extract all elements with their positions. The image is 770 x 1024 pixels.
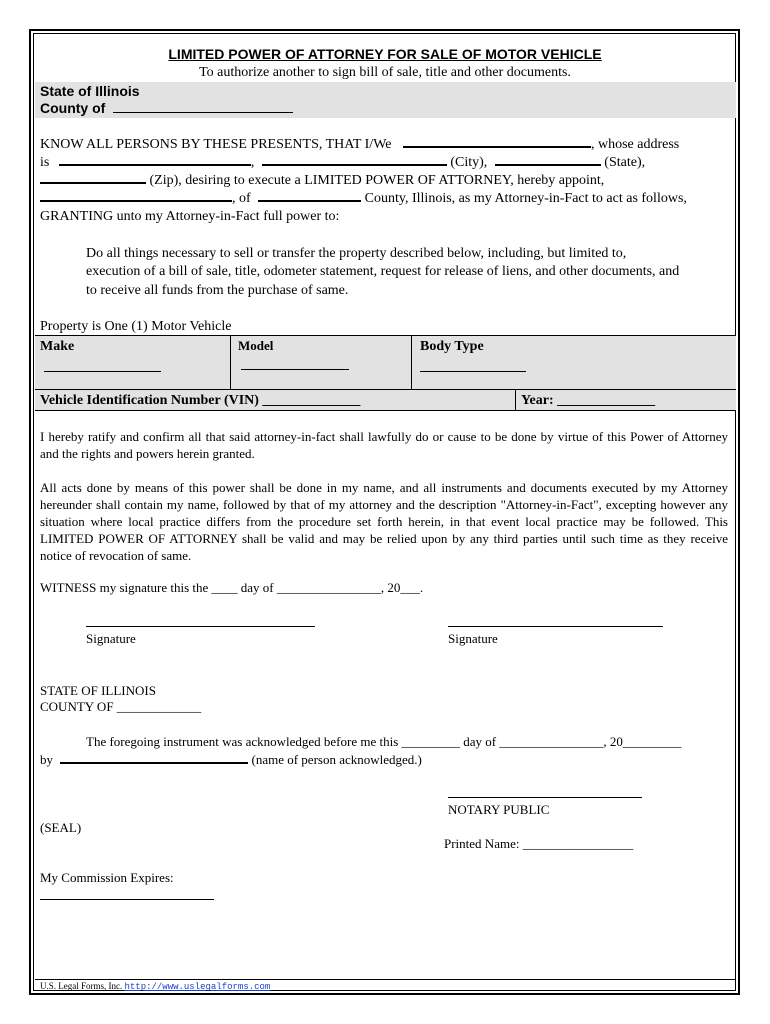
footer-link[interactable]: http://www.uslegalforms.com <box>124 982 271 992</box>
powers-line-3: to receive all funds from the purchase of same. <box>86 283 349 298</box>
intro-text: County, Illinois, as my Attorney-in-Fact to act as follows, <box>364 191 687 206</box>
intro-text: is <box>40 155 50 170</box>
seal-label: (SEAL) <box>40 820 82 835</box>
intro-text: (Zip), desiring to execute a LIMITED POWER OF ATTORNEY, hereby appoint, <box>149 173 605 188</box>
notary-signature-line[interactable] <box>448 797 642 798</box>
property-label: Property is One (1) Motor Vehicle <box>40 319 232 334</box>
powers-line-1: Do all things necessary to sell or transfer the property described below, including, but limited to, <box>86 246 627 261</box>
ratify-paragraph: I hereby ratify and confirm all that said attorney-in-fact shall lawfully do or cause to be done by virtue of this Power of Attorney and the rights and powers herein granted. <box>40 429 728 461</box>
notary-county: COUNTY OF _____________ <box>40 699 202 714</box>
footer-rule <box>35 979 736 980</box>
signature-label-1: Signature <box>86 631 136 646</box>
intro-line-1 <box>40 137 679 153</box>
table-rule <box>515 390 516 410</box>
intro-text: , <box>250 155 255 170</box>
signature-label-2: Signature <box>448 631 498 646</box>
intro-line-5: GRANTING unto my Attorney-in-Fact full power to: <box>40 209 340 224</box>
powers-line-2: execution of a bill of sale, title, odometer statement, request for release of liens, and other documents, and <box>86 264 680 279</box>
make-blank[interactable] <box>44 371 161 372</box>
attorney-name-blank[interactable] <box>40 199 232 202</box>
ack-by-label: by <box>40 752 53 767</box>
commission-blank[interactable] <box>40 899 214 900</box>
intro-line-2 <box>40 155 645 171</box>
state-blank[interactable] <box>495 163 601 166</box>
county-blank[interactable] <box>113 111 293 113</box>
year-label: Year: ______________ <box>521 393 656 408</box>
intro-text: (City), <box>450 155 488 170</box>
principal-name-blank[interactable] <box>403 145 591 148</box>
intro-line-3 <box>40 173 604 189</box>
model-blank[interactable] <box>241 369 349 370</box>
acknowledged-by-line <box>40 752 422 768</box>
vin-label: Vehicle Identification Number (VIN) ______________ <box>40 393 361 408</box>
printed-name-label: Printed Name: _________________ <box>444 836 634 851</box>
vehicle-box <box>35 336 736 389</box>
notary-state: STATE OF ILLINOIS <box>40 683 156 698</box>
intro-line-4 <box>40 191 687 207</box>
acknowledgment-line: The foregoing instrument was acknowledged before me this _________ day of ________________, 20_________ <box>86 734 682 749</box>
footer <box>40 981 270 992</box>
intro-text: , of <box>232 191 251 206</box>
signature-line-2[interactable] <box>448 626 663 627</box>
document-title: LIMITED POWER OF ATTORNEY FOR SALE OF MOTOR VEHICLE <box>168 46 602 62</box>
body-type-blank[interactable] <box>420 371 526 372</box>
table-rule <box>35 410 736 411</box>
zip-blank[interactable] <box>40 181 146 184</box>
footer-company: U.S. Legal Forms, Inc. <box>40 981 123 991</box>
state-label: State of Illinois <box>40 83 140 99</box>
city-blank[interactable] <box>262 163 447 166</box>
signature-line-1[interactable] <box>86 626 315 627</box>
county-label: County of <box>40 100 106 116</box>
model-label: Model <box>238 338 274 353</box>
acts-paragraph: All acts done by means of this power shall be done in my name, and all instruments and documents executed by my Attorney hereunder shall contain my name, followed by that of my attorney and the description "Attorney-in-Fact", excepting however any situation where local practice differs from the procedure set forth herein, in that event local practice may be followed. This LIMITED POWER OF ATTORNEY shall be valid and may be relied upon by any third parties until such time as they receive notice of revocation of same. <box>40 480 728 563</box>
table-rule <box>35 335 736 336</box>
notary-public-label: NOTARY PUBLIC <box>448 802 550 817</box>
acknowledged-name-blank[interactable] <box>60 761 248 764</box>
table-rule <box>411 336 412 389</box>
intro-text: (State), <box>604 155 646 170</box>
table-rule <box>230 336 231 389</box>
body-type-label: Body Type <box>420 339 484 354</box>
street-blank[interactable] <box>59 163 251 166</box>
make-label: Make <box>40 339 75 354</box>
document-subtitle: To authorize another to sign bill of sale, title and other documents. <box>199 65 571 80</box>
ack-name-label: (name of person acknowledged.) <box>251 752 422 767</box>
attorney-county-blank[interactable] <box>258 199 361 202</box>
intro-text: KNOW ALL PERSONS BY THESE PRESENTS, THAT I/We <box>40 137 392 152</box>
commission-label: My Commission Expires: <box>40 870 174 885</box>
witness-line: WITNESS my signature this the ____ day of ________________, 20___. <box>40 580 424 595</box>
county-label-row <box>40 100 293 116</box>
intro-text: , whose address <box>591 137 680 152</box>
